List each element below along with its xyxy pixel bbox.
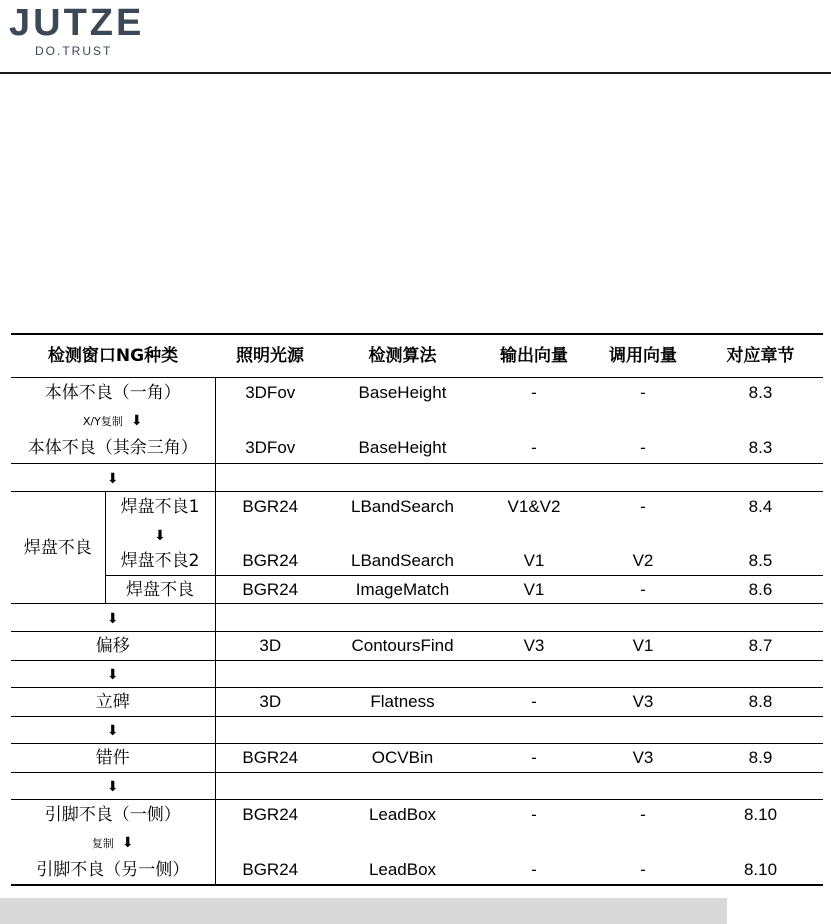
row-call: - (588, 856, 698, 885)
table-row (11, 632, 823, 661)
row-output: - (480, 856, 588, 885)
row-light: BGR24 (215, 856, 325, 885)
row-name: 焊盘不良 (105, 576, 215, 604)
arrow-row (11, 522, 823, 548)
down-arrow-icon: ⬇ (106, 470, 119, 487)
row-section: 8.9 (698, 744, 823, 773)
table-row (11, 800, 823, 830)
copy-arrow-row (11, 830, 823, 856)
row-name: 本体不良（其余三角） (11, 434, 215, 464)
row-name: 焊盘不良1 (105, 492, 215, 522)
row-light: 3D (215, 688, 325, 717)
down-arrow-icon: ⬇ (121, 834, 134, 851)
table-row (11, 576, 823, 604)
header-ng-type: 检测窗口NG种类 (11, 334, 215, 378)
row-light: BGR24 (242, 804, 299, 824)
logo-wordmark: JUTZE (9, 2, 145, 44)
arrow-row (11, 661, 823, 688)
arrow-row (11, 773, 823, 800)
footer-bar (0, 898, 727, 924)
row-call: - (588, 576, 698, 604)
arrow-row (11, 717, 823, 744)
row-call: - (640, 382, 646, 402)
row-output: - (480, 434, 588, 464)
row-light: BGR24 (215, 548, 325, 576)
down-arrow-icon: ⬇ (106, 610, 119, 627)
table-row (11, 688, 823, 717)
table-row (11, 744, 823, 773)
row-light: 3DFov (245, 382, 296, 402)
arrow-row (11, 604, 823, 632)
header-divider (0, 72, 831, 74)
row-section: 8.5 (698, 548, 823, 576)
row-name: 错件 (11, 744, 215, 773)
row-name: 偏移 (11, 632, 215, 661)
row-call: - (640, 804, 646, 824)
table-row (11, 378, 823, 408)
row-light: 3DFov (215, 434, 325, 464)
down-arrow-icon: ⬇ (106, 779, 119, 795)
arrow-row (11, 464, 823, 492)
row-name: 引脚不良（另一侧） (11, 856, 215, 885)
row-algorithm: OCVBin (325, 744, 480, 773)
company-logo (9, 2, 145, 58)
row-section: 8.10 (743, 804, 778, 824)
row-call: V3 (588, 688, 698, 717)
header-output-vector: 输出向量 (480, 334, 588, 378)
row-light: BGR24 (215, 744, 325, 773)
row-algorithm: LBandSearch (350, 496, 455, 516)
xy-copy-label: X/Y复制 (82, 414, 123, 428)
row-section: 8.6 (698, 576, 823, 604)
down-arrow-icon: ⬇ (130, 412, 143, 429)
row-light: BGR24 (242, 496, 299, 516)
header-section: 对应章节 (698, 334, 823, 378)
logo-tagline: DO.TRUST (35, 44, 113, 58)
row-algorithm: ImageMatch (325, 576, 480, 604)
header-call-vector: 调用向量 (588, 334, 698, 378)
copy-label: 复制 (91, 836, 114, 850)
row-name: 引脚不良（一侧） (11, 800, 215, 830)
row-section: 8.10 (698, 856, 823, 885)
ng-detection-table (11, 333, 823, 886)
row-section: 8.3 (698, 434, 823, 464)
row-call: V1 (588, 632, 698, 661)
down-arrow-icon: ⬇ (106, 723, 119, 739)
row-call: V2 (588, 548, 698, 576)
row-algorithm: BaseHeight (325, 434, 480, 464)
pad-group-name: 焊盘不良 (11, 492, 105, 604)
row-algorithm: LeadBox (325, 856, 480, 885)
row-output: V1 (480, 576, 588, 604)
row-algorithm: Flatness (325, 688, 480, 717)
row-name: 焊盘不良2 (105, 548, 215, 576)
row-light: 3D (215, 632, 325, 661)
row-output: V3 (480, 632, 588, 661)
table-row (11, 548, 823, 576)
row-algorithm: LBandSearch (325, 548, 480, 576)
header-algorithm: 检测算法 (325, 334, 480, 378)
row-section: 8.7 (698, 632, 823, 661)
row-call: V3 (588, 744, 698, 773)
row-output: - (531, 382, 537, 402)
table-row (11, 492, 823, 522)
row-name: 立碑 (11, 688, 215, 717)
header-light-source: 照明光源 (215, 334, 325, 378)
row-call: - (588, 434, 698, 464)
table-header-row (11, 334, 823, 378)
row-section: 8.3 (748, 382, 773, 402)
row-algorithm: BaseHeight (358, 382, 447, 402)
table-row (11, 856, 823, 885)
row-output: V1&V2 (507, 496, 561, 516)
row-output: - (480, 688, 588, 717)
down-arrow-icon: ⬇ (154, 527, 166, 544)
down-arrow-icon: ⬇ (106, 667, 119, 683)
row-output: - (531, 804, 537, 824)
row-section: 8.4 (748, 496, 773, 516)
row-output: - (480, 744, 588, 773)
row-algorithm: LeadBox (368, 804, 437, 824)
row-algorithm: ContoursFind (325, 632, 480, 661)
row-light: BGR24 (215, 576, 325, 604)
row-name: 本体不良（一角） (11, 378, 215, 408)
row-section: 8.8 (698, 688, 823, 717)
copy-arrow-row (11, 408, 823, 434)
table-row (11, 434, 823, 464)
row-call: - (640, 496, 646, 516)
row-output: V1 (480, 548, 588, 576)
